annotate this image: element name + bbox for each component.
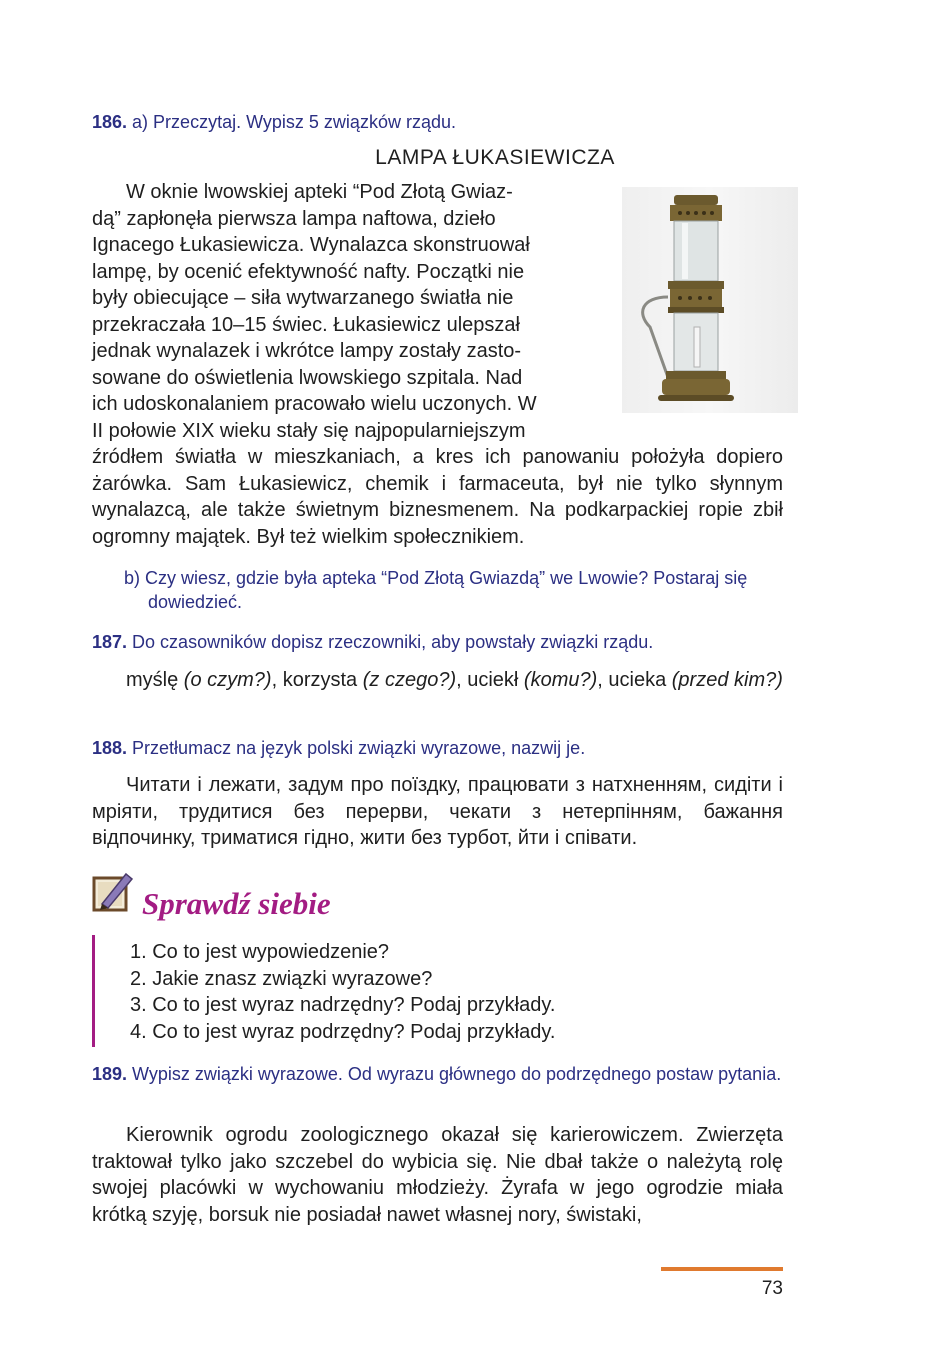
reading-line: ich udoskonalaniem pracowało wielu uczonych. W	[92, 393, 537, 415]
section-title: Sprawdź siebie	[142, 886, 331, 921]
review-questions-list	[130, 939, 555, 1045]
list-item: 1. Co to jest wypowiedzenie?	[130, 941, 390, 963]
reading-line: II połowie XIX wieku stały się najpopularniejszym	[92, 419, 526, 442]
task-186b-instruction: b) Czy wiesz, gdzie była apteka “Pod Złotą Gwiazdą” we Lwowie? Postaraj się dowiedzieć.	[124, 568, 748, 612]
task-187-instruction	[92, 630, 653, 654]
exercise-question: (z czego?)	[362, 669, 457, 691]
page-number: 73	[761, 1278, 783, 1299]
task-text: Do czasowników dopisz rzeczowniki, aby powstały związki rządu.	[127, 632, 654, 652]
notebook-pencil-icon	[92, 870, 134, 914]
reading-line: dą” zapłonęła pierwsza lampa naftowa, dzieło	[92, 207, 496, 230]
task-189-instruction	[92, 1062, 783, 1086]
task-text: Wypisz związki wyrazowe. Od wyrazu głównego do podrzędnego postaw pytania.	[127, 1064, 782, 1084]
reading-line: lampę, by ocenić efektywność nafty. Początki nie	[92, 260, 525, 283]
task-number: 188.	[92, 738, 128, 758]
task-number: 186.	[92, 112, 128, 132]
task-number: 189.	[92, 1064, 128, 1084]
footer-divider	[661, 1267, 783, 1271]
exercise-question: (komu?)	[523, 669, 598, 691]
reading-line: Ignacego Łukasiewicza. Wynalazca skonstruował	[92, 234, 530, 256]
reading-line: sowane do oświetlenia lwowskiego szpitala. Nad	[92, 366, 523, 389]
task-188-exercise: Читати і лежати, задум про поїздку, працювати з натхненням, сидіти і мріяти, трудитися без перерви, чекати з нетерпінням, бажання відпочинку, триматися гідно, жити без турбот, йти і співати.	[92, 774, 783, 849]
list-item: 2. Jakie znasz związki wyrazowe?	[130, 967, 433, 990]
section-accent-bar	[92, 935, 95, 1047]
task-186-instruction	[92, 110, 456, 134]
exercise-question: (o czym?)	[183, 669, 272, 691]
task-text: Przetłumacz na język polski związki wyrazowe, nazwij je.	[127, 738, 586, 758]
task-number: 187.	[92, 632, 128, 652]
task-187-exercise	[92, 667, 783, 694]
reading-line: przekraczała 10–15 świec. Łukasiewicz ulepszał	[92, 313, 520, 336]
task-text: a) Przeczytaj. Wypisz 5 związków rządu.	[127, 112, 456, 132]
reading-line: W oknie lwowskiej apteki “Pod Złotą Gwiaz-	[126, 181, 513, 203]
exercise-word: , ucieka	[597, 669, 672, 691]
exercise-word: , korzysta	[271, 669, 363, 691]
task-189-exercise: Kierownik ogrodu zoologicznego okazał się karierowiczem. Zwierzęta traktował tylko jako szczebel do wybicia się. Nie dbał także o należytą rolę swojej placówki w wychowaniu młodzieży. Żyrafa w jego ogrodzie miała krótką szyję, borsuk nie posiadał nawet własnej nory, świstaki,	[92, 1124, 783, 1226]
exercise-word: , uciekł	[456, 669, 524, 691]
reading-line: były obiecujące – siła wytwarzanego światła nie	[92, 287, 514, 309]
task-188-instruction	[92, 736, 585, 760]
exercise-question: (przed kim?)	[671, 669, 783, 691]
reading-text	[92, 179, 783, 550]
reading-line: jednak wynalazek i wkrótce lampy zostały zasto-	[92, 340, 522, 362]
list-item: 4. Co to jest wyraz podrzędny? Podaj przykłady.	[130, 1020, 556, 1043]
list-item: 3. Co to jest wyraz nadrzędny? Podaj przykłady.	[130, 994, 556, 1016]
exercise-word: myślę	[126, 669, 184, 691]
reading-title: LAMPA ŁUKASIEWICZA	[375, 146, 615, 169]
reading-line-wide: źródłem światła w mieszkaniach, a kres ich panowaniu położyła dopiero żarówka. Sam Łukasiewicz, chemik i farmaceuta, był nie tylko słynnym wynalazcą, ale także świetnym biznesmenem. Na podkarpackiej ropie zbił ogromny majątek. Był też wielkim społecznikiem.	[92, 446, 783, 548]
